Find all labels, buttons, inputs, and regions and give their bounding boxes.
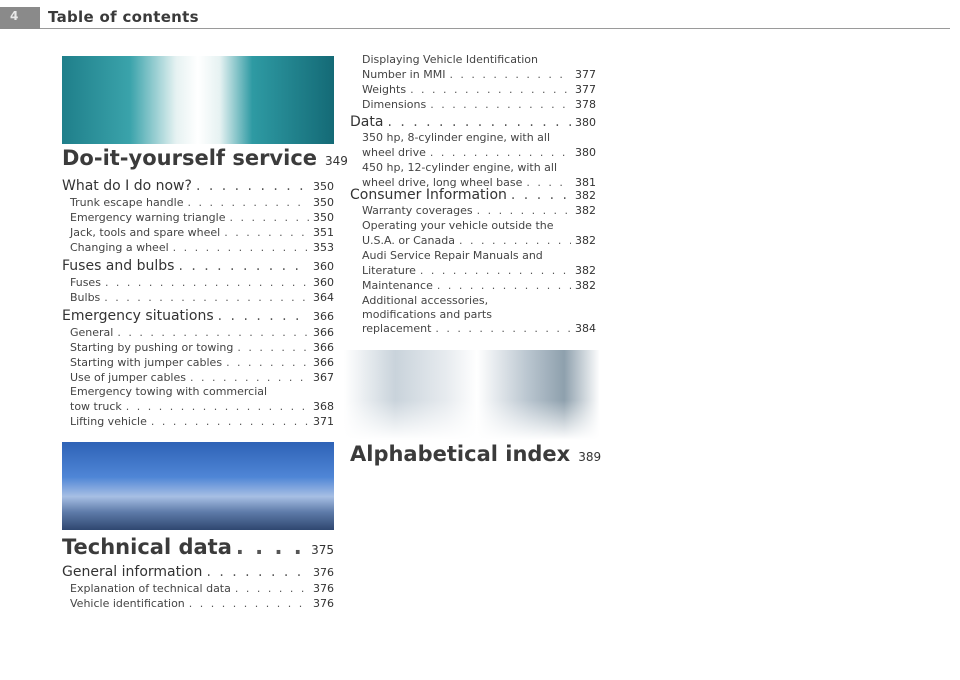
- toc-entry-operating[interactable]: U.S.A. or Canada . . . 382: [362, 234, 596, 247]
- toc-entry-towing-line1[interactable]: Emergency towing with commercial: [70, 385, 268, 398]
- toc-entry-emergency[interactable]: Emergency situations . . . 366: [62, 308, 334, 324]
- toc-entry-vin-line1[interactable]: Displaying Vehicle Identification: [362, 53, 539, 66]
- toc-entry-what-do-i-do[interactable]: What do I do now? . . . 350: [62, 178, 334, 194]
- toc-entry-warranty[interactable]: Warranty coverages . . . 382: [362, 204, 596, 217]
- toc-entry-warning-triangle[interactable]: Emergency warning triangle . . . 350: [70, 211, 334, 224]
- lightbulb-photo: [62, 56, 334, 144]
- toc-entry-bulbs[interactable]: Bulbs . . . 364: [70, 291, 334, 304]
- toc-entry-acc-line1[interactable]: Additional accessories,: [362, 294, 489, 307]
- toc-entry-general[interactable]: General . . . 366: [70, 326, 334, 339]
- toc-entry-data[interactable]: Data . . . 380: [350, 114, 596, 130]
- technical-photo: [62, 442, 334, 530]
- toc-entry-alphabetical-index[interactable]: Alphabetical index 389: [350, 442, 602, 466]
- header-rule: [40, 28, 950, 29]
- toc-entry-maintenance[interactable]: Maintenance . . . 382: [362, 279, 596, 292]
- section-number-block: [0, 7, 40, 29]
- toc-entry-audi-literature[interactable]: Literature . . . 382: [362, 264, 596, 277]
- toc-entry-jack-tools[interactable]: Jack, tools and spare wheel . . . 351: [70, 226, 334, 239]
- toc-entry-audi-line1[interactable]: Audi Service Repair Manuals and: [362, 249, 543, 262]
- toc-entry-dimensions[interactable]: Dimensions . . . 378: [362, 98, 596, 111]
- toc-entry-fuses-bulbs[interactable]: Fuses and bulbs . . . 360: [62, 258, 334, 274]
- toc-entry-weights[interactable]: Weights . . . 377: [362, 83, 596, 96]
- toc-entry-pushing-towing[interactable]: Starting by pushing or towing . . . 366: [70, 341, 334, 354]
- toc-entry-trunk-escape[interactable]: Trunk escape handle . . . 350: [70, 196, 334, 209]
- toc-entry-accessories[interactable]: replacement . . . 384: [362, 322, 596, 335]
- toc-entry-operating-line1[interactable]: Operating your vehicle outside the: [362, 219, 554, 232]
- toc-entry-vin[interactable]: Number in MMI . . . 377: [362, 68, 596, 81]
- toc-entry-general-info[interactable]: General information . . . 376: [62, 564, 334, 580]
- toc-entry-explanation[interactable]: Explanation of technical data . . . 376: [70, 582, 334, 595]
- toc-entry-tow-truck[interactable]: tow truck . . . 368: [70, 400, 334, 413]
- toc-entry-consumer-info[interactable]: Consumer Information . . . 382: [350, 187, 596, 203]
- toc-entry-450hp-line1[interactable]: 450 hp, 12-cylinder engine, with all: [362, 161, 558, 174]
- toc-entry-lifting[interactable]: Lifting vehicle . . . 371: [70, 415, 334, 428]
- toc-entry-450hp[interactable]: wheel drive, long wheel base . . . 381: [362, 176, 596, 189]
- page-title: Table of contents: [48, 8, 199, 26]
- toc-entry-acc-line2[interactable]: modifications and parts: [362, 308, 492, 321]
- toc-entry-350hp[interactable]: wheel drive . . . 380: [362, 146, 596, 159]
- index-photo: [344, 350, 600, 440]
- toc-entry-jumper-start[interactable]: Starting with jumper cables . . . 366: [70, 356, 334, 369]
- toc-entry-use-jumper[interactable]: Use of jumper cables . . . 367: [70, 371, 334, 384]
- toc-entry-fuses[interactable]: Fuses . . . 360: [70, 276, 334, 289]
- toc-entry-diy-service[interactable]: Do-it-yourself service 349: [62, 146, 348, 170]
- toc-entry-vehicle-id[interactable]: Vehicle identification . . . 376: [70, 597, 334, 610]
- toc-entry-changing-wheel[interactable]: Changing a wheel . . . 353: [70, 241, 334, 254]
- toc-entry-350hp-line1[interactable]: 350 hp, 8-cylinder engine, with all: [362, 131, 551, 144]
- toc-entry-technical-data[interactable]: Technical data . . . 375: [62, 535, 334, 559]
- section-number: 4: [10, 9, 19, 23]
